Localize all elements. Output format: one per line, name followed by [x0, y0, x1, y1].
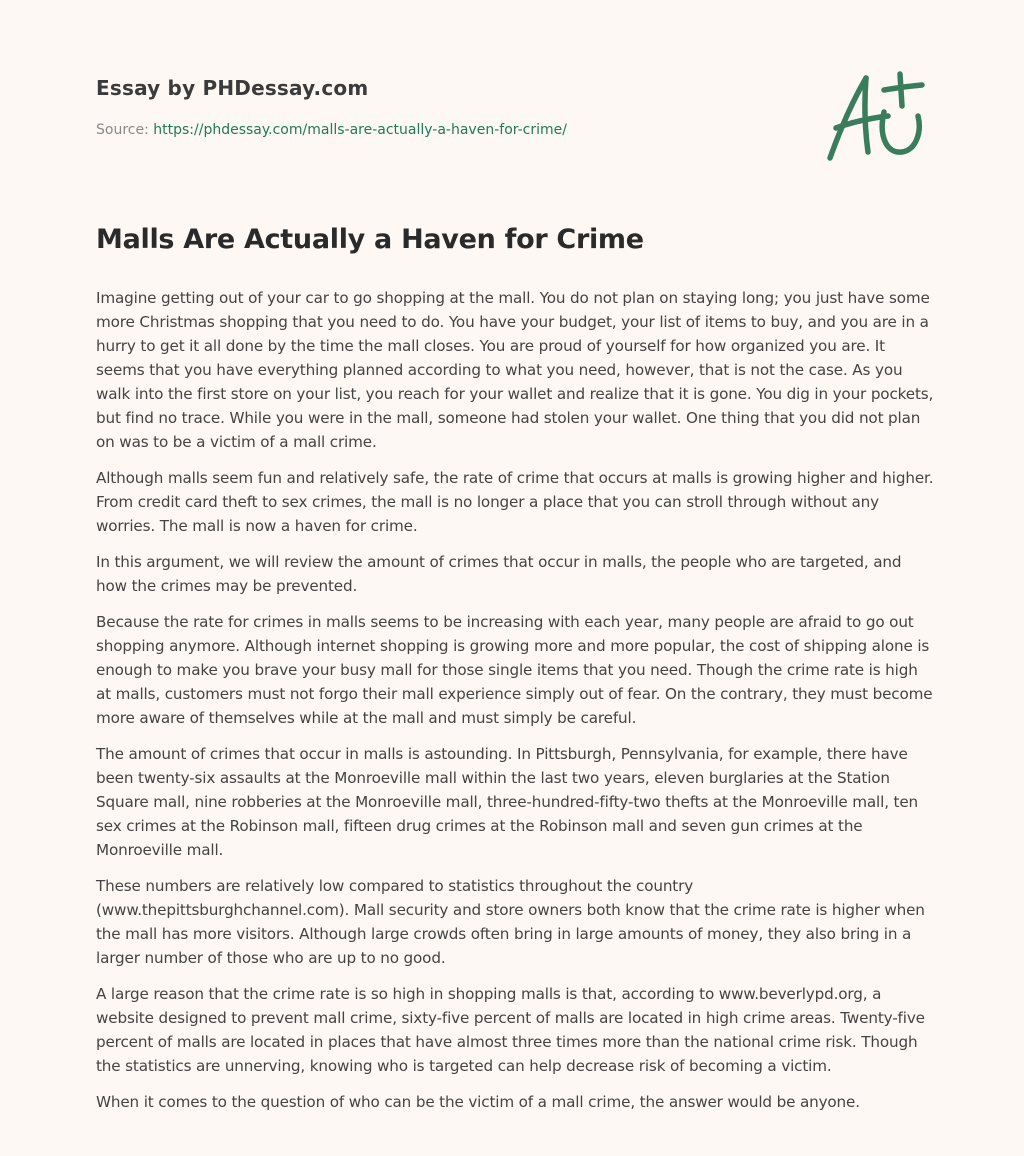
essay-paragraph: In this argument, we will review the amount of crimes that occur in malls, the people who are targeted, and how the crimes may be prevented. — [96, 553, 902, 595]
a-plus-grade-logo-icon — [822, 68, 930, 168]
source-link[interactable]: https://phdessay.com/malls-are-actually-a-haven-for-crime/ — [153, 122, 567, 138]
essay-paragraph: Imagine getting out of your car to go shopping at the mall. You do not plan on staying long; you just have some more Christmas shopping that you need to do. You have your budget, your list of items to buy, and you are in a hurry to get it all done by the time the mall closes. You are proud of yourself for how organized you are. It seems that you have everything planned according to what you need, however, that is not the case. As you walk into the first store on your list, you reach for your wallet and realize that it is gone. You dig in your pockets, but find no trace. While you were in the mall, someone had stolen your wallet. One thing that you did not plan on was to be a victim of a mall crime. — [96, 289, 934, 451]
essay-body — [96, 286, 934, 1126]
brand-title: Essay by PHDessay.com — [96, 76, 369, 100]
source-label: Source: — [96, 122, 149, 138]
source-line — [96, 122, 796, 138]
page-header — [96, 76, 796, 138]
essay-paragraph: When it comes to the question of who can be the victim of a mall crime, the answer would be anyone. — [96, 1093, 860, 1111]
essay-paragraph: Although malls seem fun and relatively safe, the rate of crime that occurs at malls is growing higher and higher. From credit card theft to sex crimes, the mall is no longer a place that you can stroll through without any worries. The mall is now a haven for crime. — [96, 469, 934, 535]
essay-title: Malls Are Actually a Haven for Crime — [96, 224, 644, 255]
essay-paragraph: Because the rate for crimes in malls seems to be increasing with each year, many people are afraid to go out shopping anymore. Although internet shopping is growing more and more popular, the cost of shipping alone is enough to make you brave your busy mall for those single items that you need. Though the crime rate is high at malls, customers must not forgo their mall experience simply out of fear. On the contrary, they must become more aware of themselves while at the mall and must simply be careful. — [96, 613, 933, 727]
essay-paragraph: These numbers are relatively low compared to statistics throughout the country (www.thepittsburghchannel.com). Mall security and store owners both know that the crime rate is higher when the mall has more visitors. Although large crowds often bring in large amounts of money, they also bring in a larger number of those who are up to no good. — [96, 877, 925, 967]
essay-paragraph: The amount of crimes that occur in malls is astounding. In Pittsburgh, Pennsylvania, for example, there have been twenty-six assaults at the Monroeville mall within the last two years, eleven burglaries at the Station Square mall, nine robberies at the Monroeville mall, three-hundred-fifty-two thefts at the Monroeville mall, ten sex crimes at the Robinson mall, fifteen drug crimes at the Robinson mall and seven gun crimes at the Monroeville mall. — [96, 745, 919, 859]
essay-paragraph: A large reason that the crime rate is so high in shopping malls is that, according to www.beverlypd.org, a website designed to prevent mall crime, sixty-five percent of malls are located in high crime areas. Twenty-five percent of malls are located in places that have almost three times more than the national crime risk. Though the statistics are unnerving, knowing who is targeted can help decrease risk of becoming a victim. — [96, 985, 925, 1075]
